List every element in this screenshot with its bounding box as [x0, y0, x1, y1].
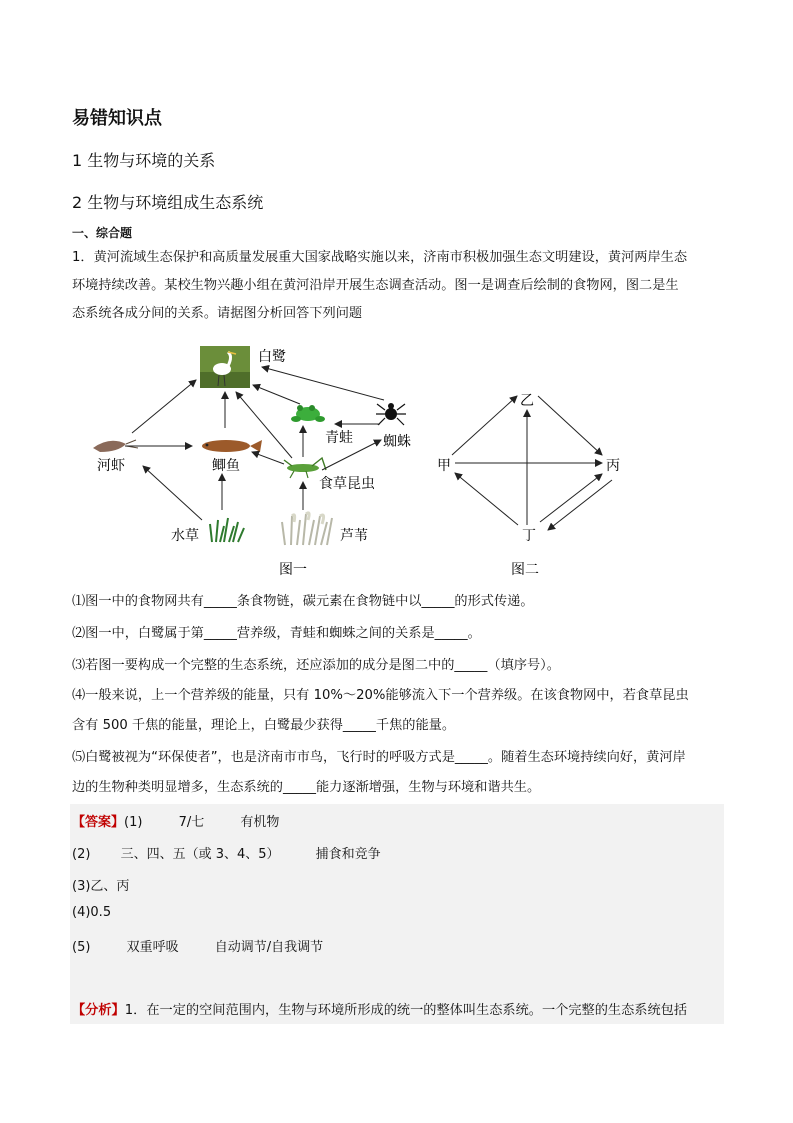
crucian-image: [202, 440, 262, 452]
question-intro: [72, 244, 727, 328]
section-heading: 一、综合题: [72, 226, 133, 240]
label-crucian: 鲫鱼: [212, 458, 240, 474]
ecosystem-components-diagram: [437, 393, 620, 578]
arrow-bing-ding: [548, 480, 612, 530]
main-heading: 易错知识点: [72, 108, 162, 129]
figure-1-caption: 图一: [279, 562, 307, 578]
question-5-line-1: ⑸白鹭被视为“环保使者”，也是济南市市鸟，飞行时的呼吸方式是_____。随着生态环境持续向好，黄河岸: [72, 750, 686, 765]
arrow-shrimp-egret: [132, 380, 196, 433]
answer-1-number: (1): [124, 815, 143, 830]
label-waterweed: 水草: [171, 528, 199, 544]
analysis-line: [72, 999, 687, 1018]
answer-line-2: [72, 843, 381, 862]
topic-1-heading: 1 生物与环境的关系: [72, 151, 216, 170]
label-shrimp: 河虾: [97, 458, 125, 474]
reed-image: [282, 513, 332, 545]
figure-2-caption: 图二: [511, 562, 539, 578]
question-5-line-2: 边的生物种类明显增多，生态系统的_____能力逐渐增强，生物与环境和谐共生。: [72, 780, 541, 795]
label-frog: 青蛙: [325, 430, 353, 446]
arrow-waterweed-shrimp: [143, 466, 202, 520]
arrow-ding-bing: [540, 474, 602, 522]
figures-svg: [0, 336, 793, 586]
answer-5-value-1: 双重呼吸: [126, 940, 179, 955]
arrow-frog-egret: [253, 385, 300, 404]
answer-1-value-1: 7/七: [178, 815, 205, 830]
insect-image: [284, 458, 326, 478]
answer-2-value-2: 捕食和竞争: [315, 847, 381, 862]
label-ding: 丁: [522, 528, 536, 544]
arrow-jia-yi: [452, 396, 517, 455]
intro-line-1: 1．黄河流域生态保护和高质量发展重大国家战略实施以来，济南市积极加强生态文明建设，黄河两岸生态: [72, 250, 688, 265]
answer-box: [70, 804, 724, 990]
question-4-line-2: 含有 500 千焦的能量，理论上，白鹭最少获得_____千焦的能量。: [72, 718, 456, 733]
analysis-tag: 【分析】: [72, 1003, 125, 1018]
answer-2-value-1: 三、四、五（或 3、4、5）: [120, 847, 280, 862]
label-egret: 白鹭: [258, 349, 286, 365]
label-yi: 乙: [520, 393, 534, 409]
frog-image: [291, 405, 325, 422]
answer-5-value-2: 自动调节/自我调节: [214, 940, 324, 955]
label-insect: 食草昆虫: [319, 476, 375, 492]
spider-image: [376, 403, 406, 425]
ecosystem-arrows: [452, 396, 612, 530]
food-web-diagram: [93, 346, 411, 578]
label-jia: 甲: [437, 458, 451, 474]
answer-line-1: [72, 811, 279, 830]
answer-line-5: [72, 936, 323, 955]
topic-2-heading: 2 生物与环境组成生态系统: [72, 193, 264, 212]
question-3: ⑶若图一要构成一个完整的生态系统，还应添加的成分是图二中的_____（填序号）。: [72, 658, 560, 673]
question-2: ⑵图一中，白鹭属于第_____营养级，青蛙和蜘蛛之间的关系是_____。: [72, 626, 481, 641]
arrow-yi-bing: [538, 396, 602, 455]
question-4-line-1: ⑷一般来说，上一个营养级的能量，只有 10%～20%能够流入下一个营养级。在该食物网中，若食草昆虫: [72, 688, 689, 703]
answer-tag: 【答案】: [72, 815, 125, 830]
arrow-ding-jia: [455, 473, 518, 525]
answer-line-3: (3)乙、丙: [72, 879, 130, 894]
egret-image: [200, 346, 250, 388]
waterweed-image: [210, 518, 244, 542]
intro-line-2: 环境持续改善。某校生物兴趣小组在黄河沿岸开展生态调查活动。图一是调查后绘制的食物网，图二是生: [72, 278, 679, 293]
arrow-spider-egret: [262, 367, 384, 400]
question-1: ⑴图一中的食物网共有_____条食物链，碳元素在食物链中以_____的形式传递。: [72, 594, 534, 609]
label-reed: 芦苇: [340, 528, 368, 544]
answer-1-value-2: 有机物: [240, 815, 280, 830]
arrow-insect-crucian: [252, 452, 284, 464]
answer-line-4: (4)0.5: [72, 905, 112, 920]
label-spider: 蜘蛛: [383, 434, 411, 450]
label-bing: 丙: [606, 458, 620, 474]
answer-5-number: (5): [72, 940, 91, 955]
intro-line-3: 态系统各成分间的关系。请据图分析回答下列问题: [72, 306, 363, 321]
analysis-text: 1．在一定的空间范围内，生物与环境所形成的统一的整体叫生态系统。一个完整的生态系统包括: [124, 1003, 688, 1018]
answer-2-number: (2): [72, 847, 91, 862]
